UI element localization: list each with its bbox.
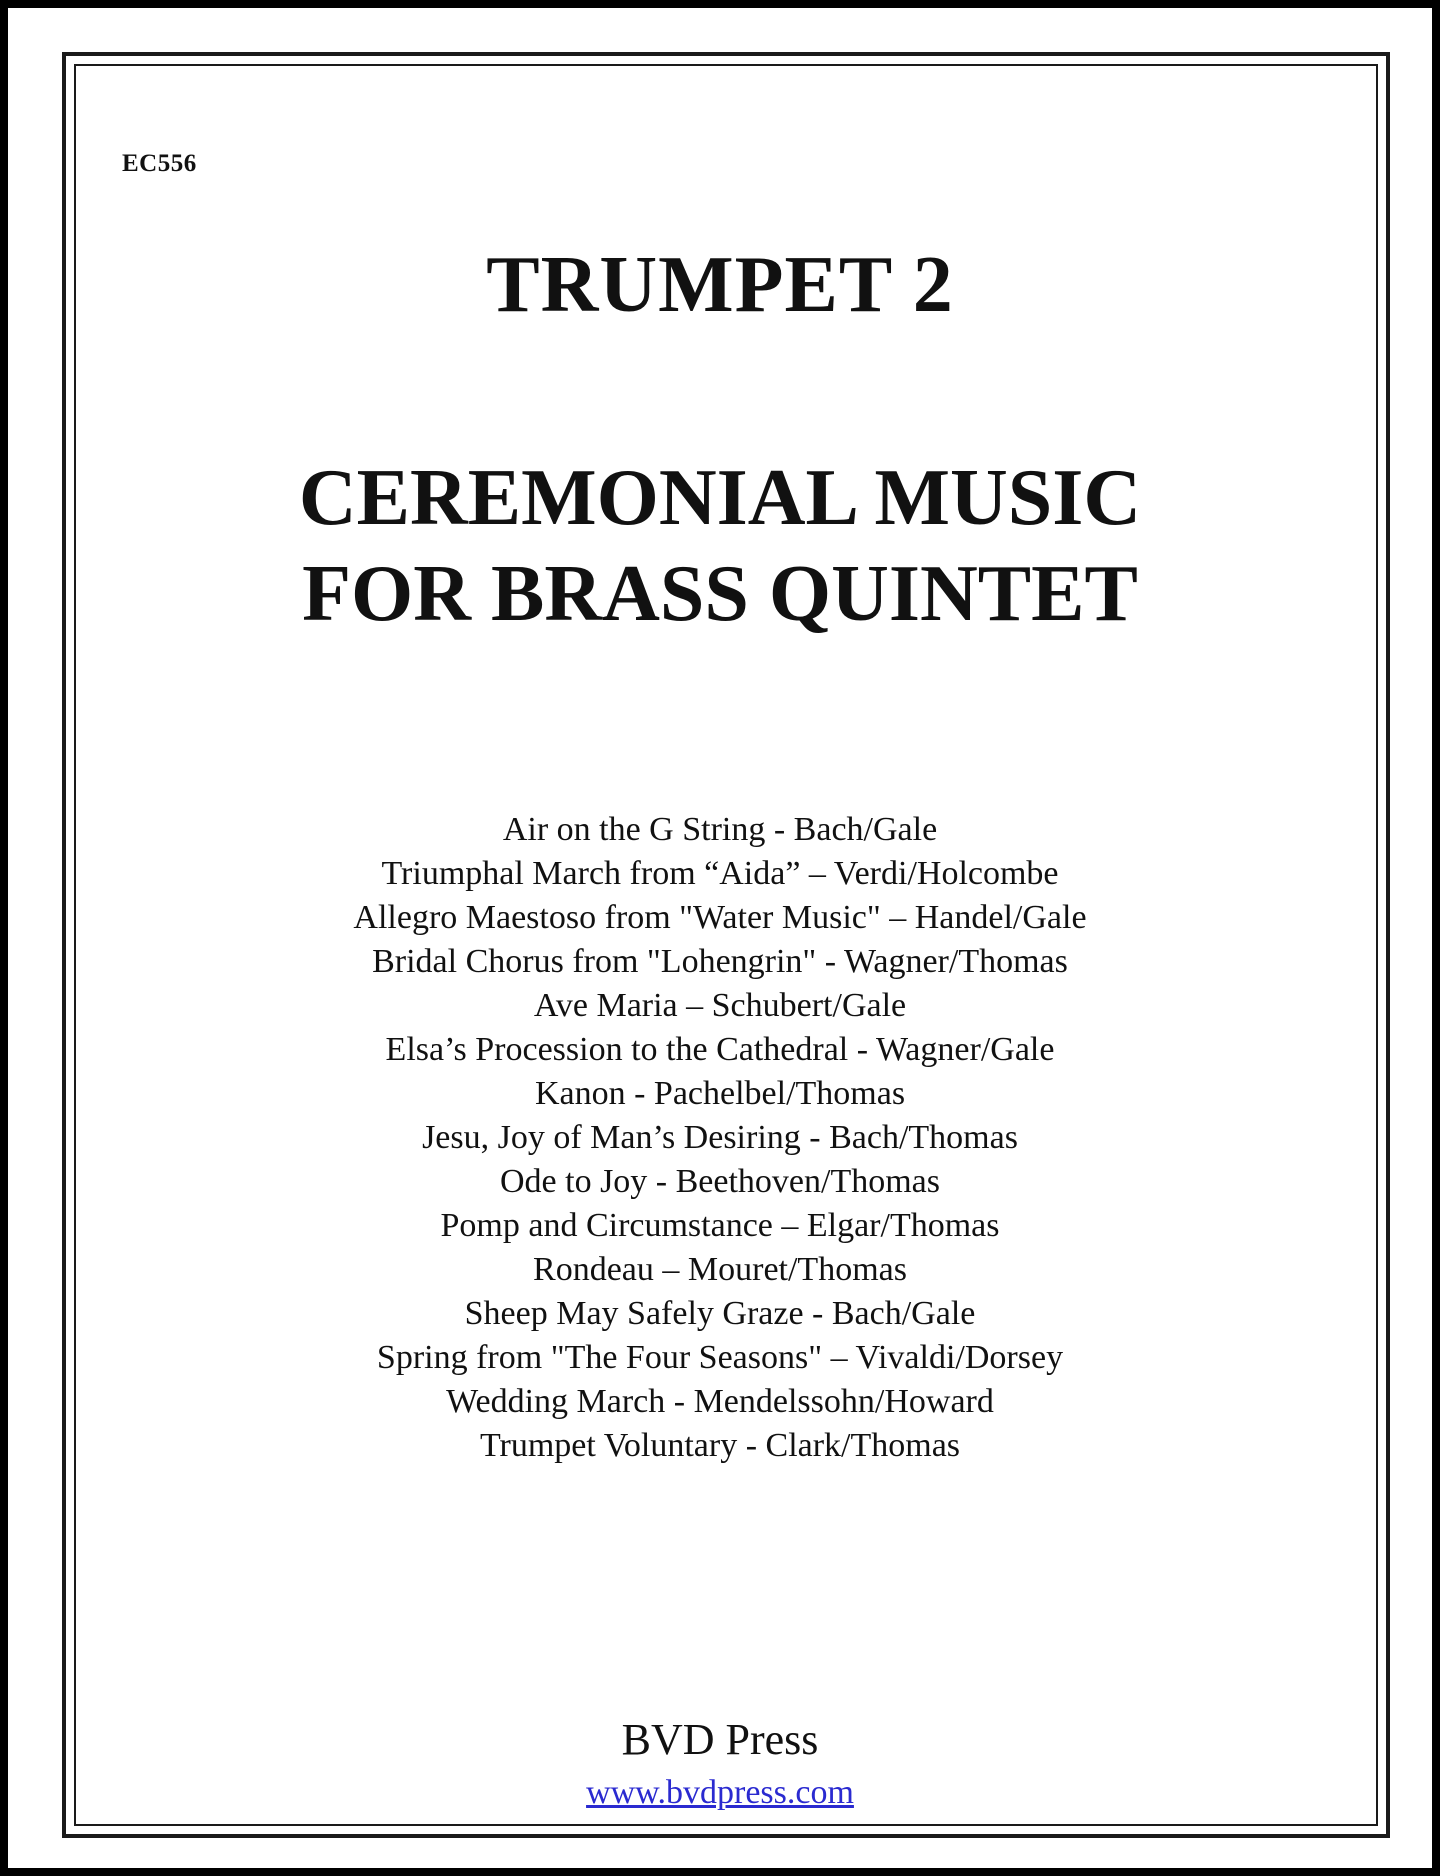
contents-item: Trumpet Voluntary - Clark/Thomas (479, 1427, 961, 1464)
contents-item: Rondeau – Mouret/Thomas (533, 1251, 907, 1288)
contents-list (0, 808, 1440, 1468)
contents-item: Elsa’s Procession to the Cathedral - Wagner/Gale (385, 1031, 1055, 1068)
contents-item: Kanon - Pachelbel/Thomas (534, 1075, 906, 1112)
part-title: TRUMPET 2 (486, 241, 954, 329)
contents-item: Air on the G String - Bach/Gale (502, 811, 938, 848)
contents-item: Allegro Maestoso from "Water Music" – Handel/Gale (353, 899, 1087, 936)
contents-item: Ode to Joy - Beethoven/Thomas (499, 1163, 941, 1200)
contents-item: Spring from "The Four Seasons" – Vivaldi/Dorsey (376, 1339, 1064, 1376)
contents-item: Jesu, Joy of Man’s Desiring - Bach/Thomas (422, 1119, 1018, 1156)
contents-item: Pomp and Circumstance – Elgar/Thomas (440, 1207, 1000, 1244)
website (0, 1776, 1440, 1810)
contents-item: Ave Maria – Schubert/Gale (533, 987, 907, 1024)
main-title-line: CEREMONIAL MUSIC (298, 454, 1142, 542)
website-link[interactable]: www.bvdpress.com (586, 1774, 854, 1811)
contents-item: Sheep May Safely Graze - Bach/Gale (464, 1295, 976, 1332)
main-title (0, 450, 1440, 642)
main-title-line: FOR BRASS QUINTET (302, 550, 1138, 638)
publisher-name: BVD Press (621, 1715, 819, 1764)
catalog-number: EC556 (122, 150, 197, 177)
contents-item: Bridal Chorus from "Lohengrin" - Wagner/Thomas (372, 943, 1068, 980)
contents-item: Triumphal March from “Aida” – Verdi/Holcombe (381, 855, 1059, 892)
contents-item: Wedding March - Mendelssohn/Howard (446, 1383, 994, 1420)
